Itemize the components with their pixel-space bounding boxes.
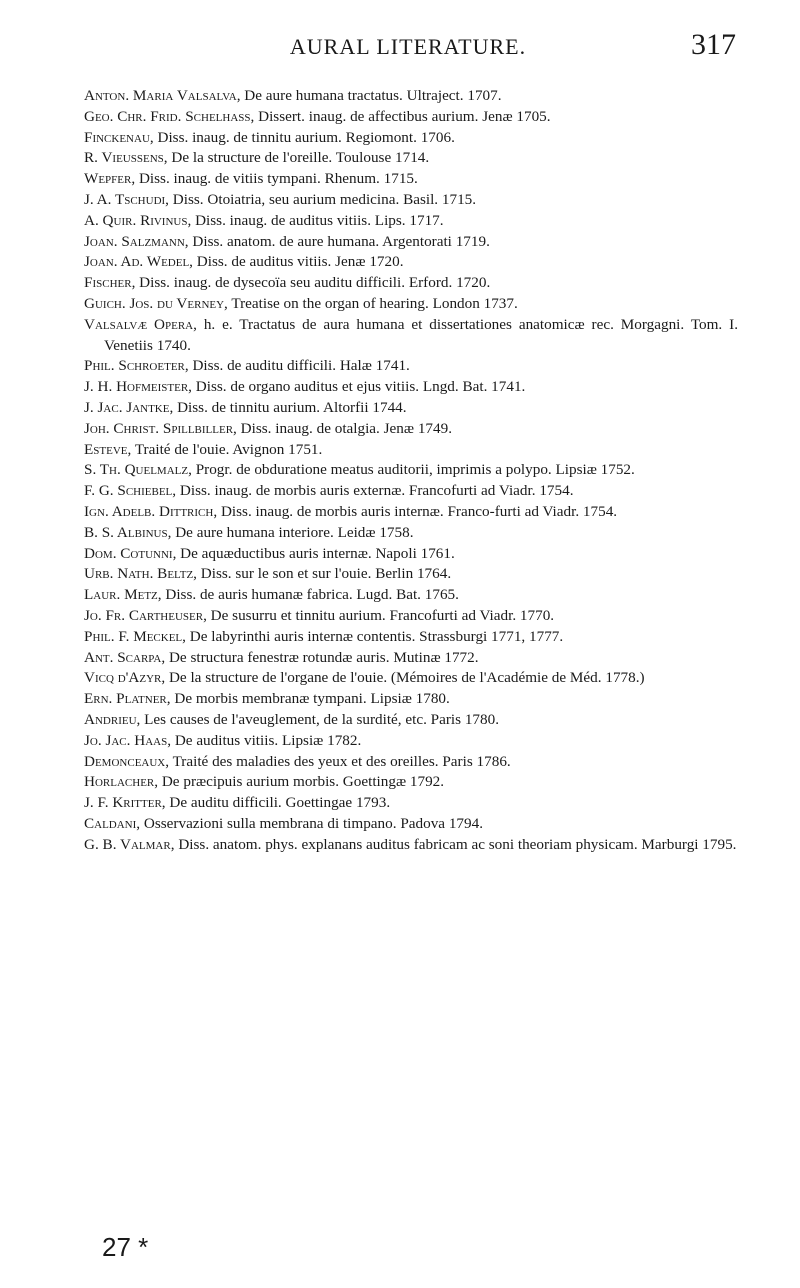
- entry-author: Ant. Scarpa,: [84, 648, 166, 666]
- bibliography-list: [84, 86, 738, 855]
- bibliography-entry: [84, 793, 738, 814]
- entry-text: Diss. inaug. de vitiis tympani. Rhenum. 1715.: [135, 170, 418, 188]
- entry-text: Diss. inaug. de dysecoïa seu auditu difficili. Erford. 1720.: [135, 274, 491, 292]
- running-head: [80, 28, 736, 68]
- entry-text: Diss. sur le son et sur l'ouie. Berlin 1764.: [196, 565, 452, 583]
- entry-author: Fischer,: [84, 274, 136, 292]
- entry-text: Traité de l'ouie. Avignon 1751.: [131, 440, 323, 458]
- bibliography-entry: [84, 731, 738, 752]
- bibliography-entry: [84, 710, 738, 731]
- entry-author: Laur. Metz,: [84, 586, 162, 604]
- entry-author: J. F. Kritter,: [84, 794, 166, 812]
- entry-author: Finckenau,: [84, 128, 154, 146]
- bibliography-entry: [84, 502, 738, 523]
- bibliography-entry: [84, 523, 738, 544]
- entry-text: Progr. de obduratione meatus auditorii, imprimis a polypo. Lipsiæ 1752.: [191, 461, 635, 479]
- bibliography-entry: [84, 211, 738, 232]
- entry-text: De labyrinthi auris internæ contentis. Strassburgi 1771, 1777.: [185, 627, 564, 645]
- entry-author: Geo. Chr. Frid. Schelhass,: [84, 107, 255, 125]
- entry-author: S. Th. Quelmalz,: [84, 461, 192, 479]
- entry-text: Diss. de auris humanæ fabrica. Lugd. Bat. 1765.: [161, 586, 459, 604]
- entry-author: Joan. Ad. Wedel,: [84, 253, 193, 271]
- bibliography-entry: [84, 648, 738, 669]
- entry-author: B. S. Albinus,: [84, 523, 172, 541]
- entry-author: J. H. Hofmeister,: [84, 378, 192, 396]
- entry-text: De susurru et tinnitu aurium. Francofurti ad Viadr. 1770.: [206, 606, 555, 624]
- bibliography-entry: [84, 668, 738, 689]
- entry-author: Ign. Adelb. Dittrich,: [84, 502, 218, 520]
- entry-author: Horlacher,: [84, 773, 159, 791]
- entry-text: De aure humana tractatus. Ultraject. 1707.: [240, 87, 502, 104]
- entry-author: Joh. Christ. Spillbiller,: [84, 419, 237, 437]
- entry-author: Andrieu,: [84, 710, 141, 728]
- entry-text: Les causes de l'aveuglement, de la surdité, etc. Paris 1780.: [140, 710, 500, 728]
- entry-author: Esteve,: [84, 440, 132, 458]
- bibliography-entry: [84, 627, 738, 648]
- entry-author: A. Quir. Rivinus,: [84, 211, 192, 229]
- entry-author: J. Jac. Jantke,: [84, 398, 174, 416]
- entry-text: Diss. de auditu difficili. Halæ 1741.: [188, 357, 410, 375]
- entry-text: Diss. inaug. de otalgia. Jenæ 1749.: [236, 419, 452, 437]
- bibliography-entry: [84, 564, 738, 585]
- entry-text: Diss. anatom. phys. explanans auditus fabricam ac soni theoriam physicam. Marburgi 1795.: [174, 835, 737, 853]
- entry-author: Jo. Fr. Cartheuser,: [84, 606, 207, 624]
- entry-text: Diss. de tinnitu aurium. Altorfii 1744.: [173, 398, 407, 416]
- bibliography-entry: [84, 148, 738, 169]
- page-number: 317: [691, 28, 736, 61]
- bibliography-entry: [84, 419, 738, 440]
- entry-author: Urb. Nath. Beltz,: [84, 565, 197, 583]
- entry-text: De auditu difficili. Goettingae 1793.: [165, 794, 391, 812]
- bibliography-entry: [84, 128, 738, 149]
- bibliography-entry: [84, 835, 738, 856]
- bibliography-entry: [84, 356, 738, 377]
- entry-text: Treatise on the organ of hearing. London 1737.: [227, 294, 518, 312]
- entry-text: Diss. inaug. de auditus vitiis. Lips. 1717.: [191, 211, 444, 229]
- entry-text: De structura fenestræ rotundæ auris. Mutinæ 1772.: [165, 648, 479, 666]
- signature-mark: 27 *: [102, 1232, 149, 1262]
- bibliography-entry: [84, 460, 738, 481]
- entry-author: Wepfer,: [84, 170, 136, 188]
- entry-text: Diss. inaug. de morbis auris externæ. Francofurti ad Viadr. 1754.: [176, 482, 574, 500]
- entry-text: De la structure de l'organe de l'ouie. (Mémoires de l'Académie de Méd. 1778.): [165, 669, 645, 687]
- bibliography-entry: [84, 585, 738, 606]
- entry-text: De aure humana interiore. Leidæ 1758.: [171, 523, 414, 541]
- entry-text: Diss. inaug. de morbis auris internæ. Franco-furti ad Viadr. 1754.: [217, 502, 618, 520]
- entry-author: Ern. Platner,: [84, 690, 171, 708]
- bibliography-entry: [84, 232, 738, 253]
- entry-text: De præcipuis aurium morbis. Goettingæ 1792.: [158, 773, 445, 791]
- bibliography-entry: [84, 252, 738, 273]
- bibliography-entry: [84, 440, 738, 461]
- bibliography-entry: [84, 107, 738, 128]
- bibliography-entry: [84, 169, 738, 190]
- bibliography-entry: [84, 689, 738, 710]
- entry-author: Joan. Salzmann,: [84, 232, 189, 250]
- entry-author: G. B. Valmar,: [84, 835, 175, 853]
- entry-author: Vicq d'Azyr,: [84, 669, 166, 687]
- entry-author: Anton. Maria Valsalva,: [84, 87, 241, 104]
- bibliography-entry: [84, 377, 738, 398]
- bibliography-entry: [84, 481, 738, 502]
- entry-author: Phil. F. Meckel,: [84, 627, 186, 645]
- bibliography-entry: [84, 606, 738, 627]
- entry-author: R. Vieussens,: [84, 149, 168, 167]
- entry-author: Caldani,: [84, 814, 141, 832]
- entry-author: Demonceaux,: [84, 752, 170, 770]
- bibliography-entry: [84, 190, 738, 211]
- bibliography-entry: [84, 814, 738, 835]
- entry-author: Valsalvæ Opera,: [84, 315, 197, 333]
- entry-text: Osservazioni sulla membrana di timpano. Padova 1794.: [140, 814, 484, 832]
- entry-text: h. e. Tractatus de aura humana et dissertationes anatomicæ rec. Morgagni. Tom. I. Venetiis 1740.: [104, 315, 738, 354]
- entry-author: F. G. Schiebel,: [84, 482, 177, 500]
- running-title: AURAL LITERATURE.: [289, 34, 527, 59]
- entry-text: De aquæductibus auris internæ. Napoli 1761.: [176, 544, 455, 562]
- bibliography-entry: [84, 772, 738, 793]
- entry-text: Diss. inaug. de tinnitu aurium. Regiomont. 1706.: [153, 128, 455, 146]
- entry-text: Traité des maladies des yeux et des oreilles. Paris 1786.: [169, 752, 511, 770]
- entry-author: Dom. Cotunni,: [84, 544, 177, 562]
- entry-text: De la structure de l'oreille. Toulouse 1714.: [167, 149, 430, 167]
- bibliography-entry: [84, 544, 738, 565]
- entry-author: Phil. Schroeter,: [84, 357, 189, 375]
- entry-text: De morbis membranæ tympani. Lipsiæ 1780.: [170, 690, 450, 708]
- entry-text: Diss. de auditus vitiis. Jenæ 1720.: [192, 253, 404, 271]
- entry-text: De auditus vitiis. Lipsiæ 1782.: [171, 731, 362, 749]
- entry-author: Jo. Jac. Haas,: [84, 731, 172, 749]
- bibliography-entry: [84, 315, 738, 357]
- entry-text: Diss. Otoiatria, seu aurium medicina. Basil. 1715.: [168, 190, 477, 208]
- bibliography-entry: [84, 86, 738, 107]
- bibliography-entry: [84, 752, 738, 773]
- bibliography-entry: [84, 398, 738, 419]
- bibliography-entry: [84, 273, 738, 294]
- entry-author: Guich. Jos. du Verney,: [84, 294, 228, 312]
- entry-text: Dissert. inaug. de affectibus aurium. Jenæ 1705.: [254, 107, 551, 125]
- entry-author: J. A. Tschudi,: [84, 190, 169, 208]
- bibliography-entry: [84, 294, 738, 315]
- entry-text: Diss. anatom. de aure humana. Argentorati 1719.: [188, 232, 490, 250]
- entry-text: Diss. de organo auditus et ejus vitiis. Lngd. Bat. 1741.: [191, 378, 526, 396]
